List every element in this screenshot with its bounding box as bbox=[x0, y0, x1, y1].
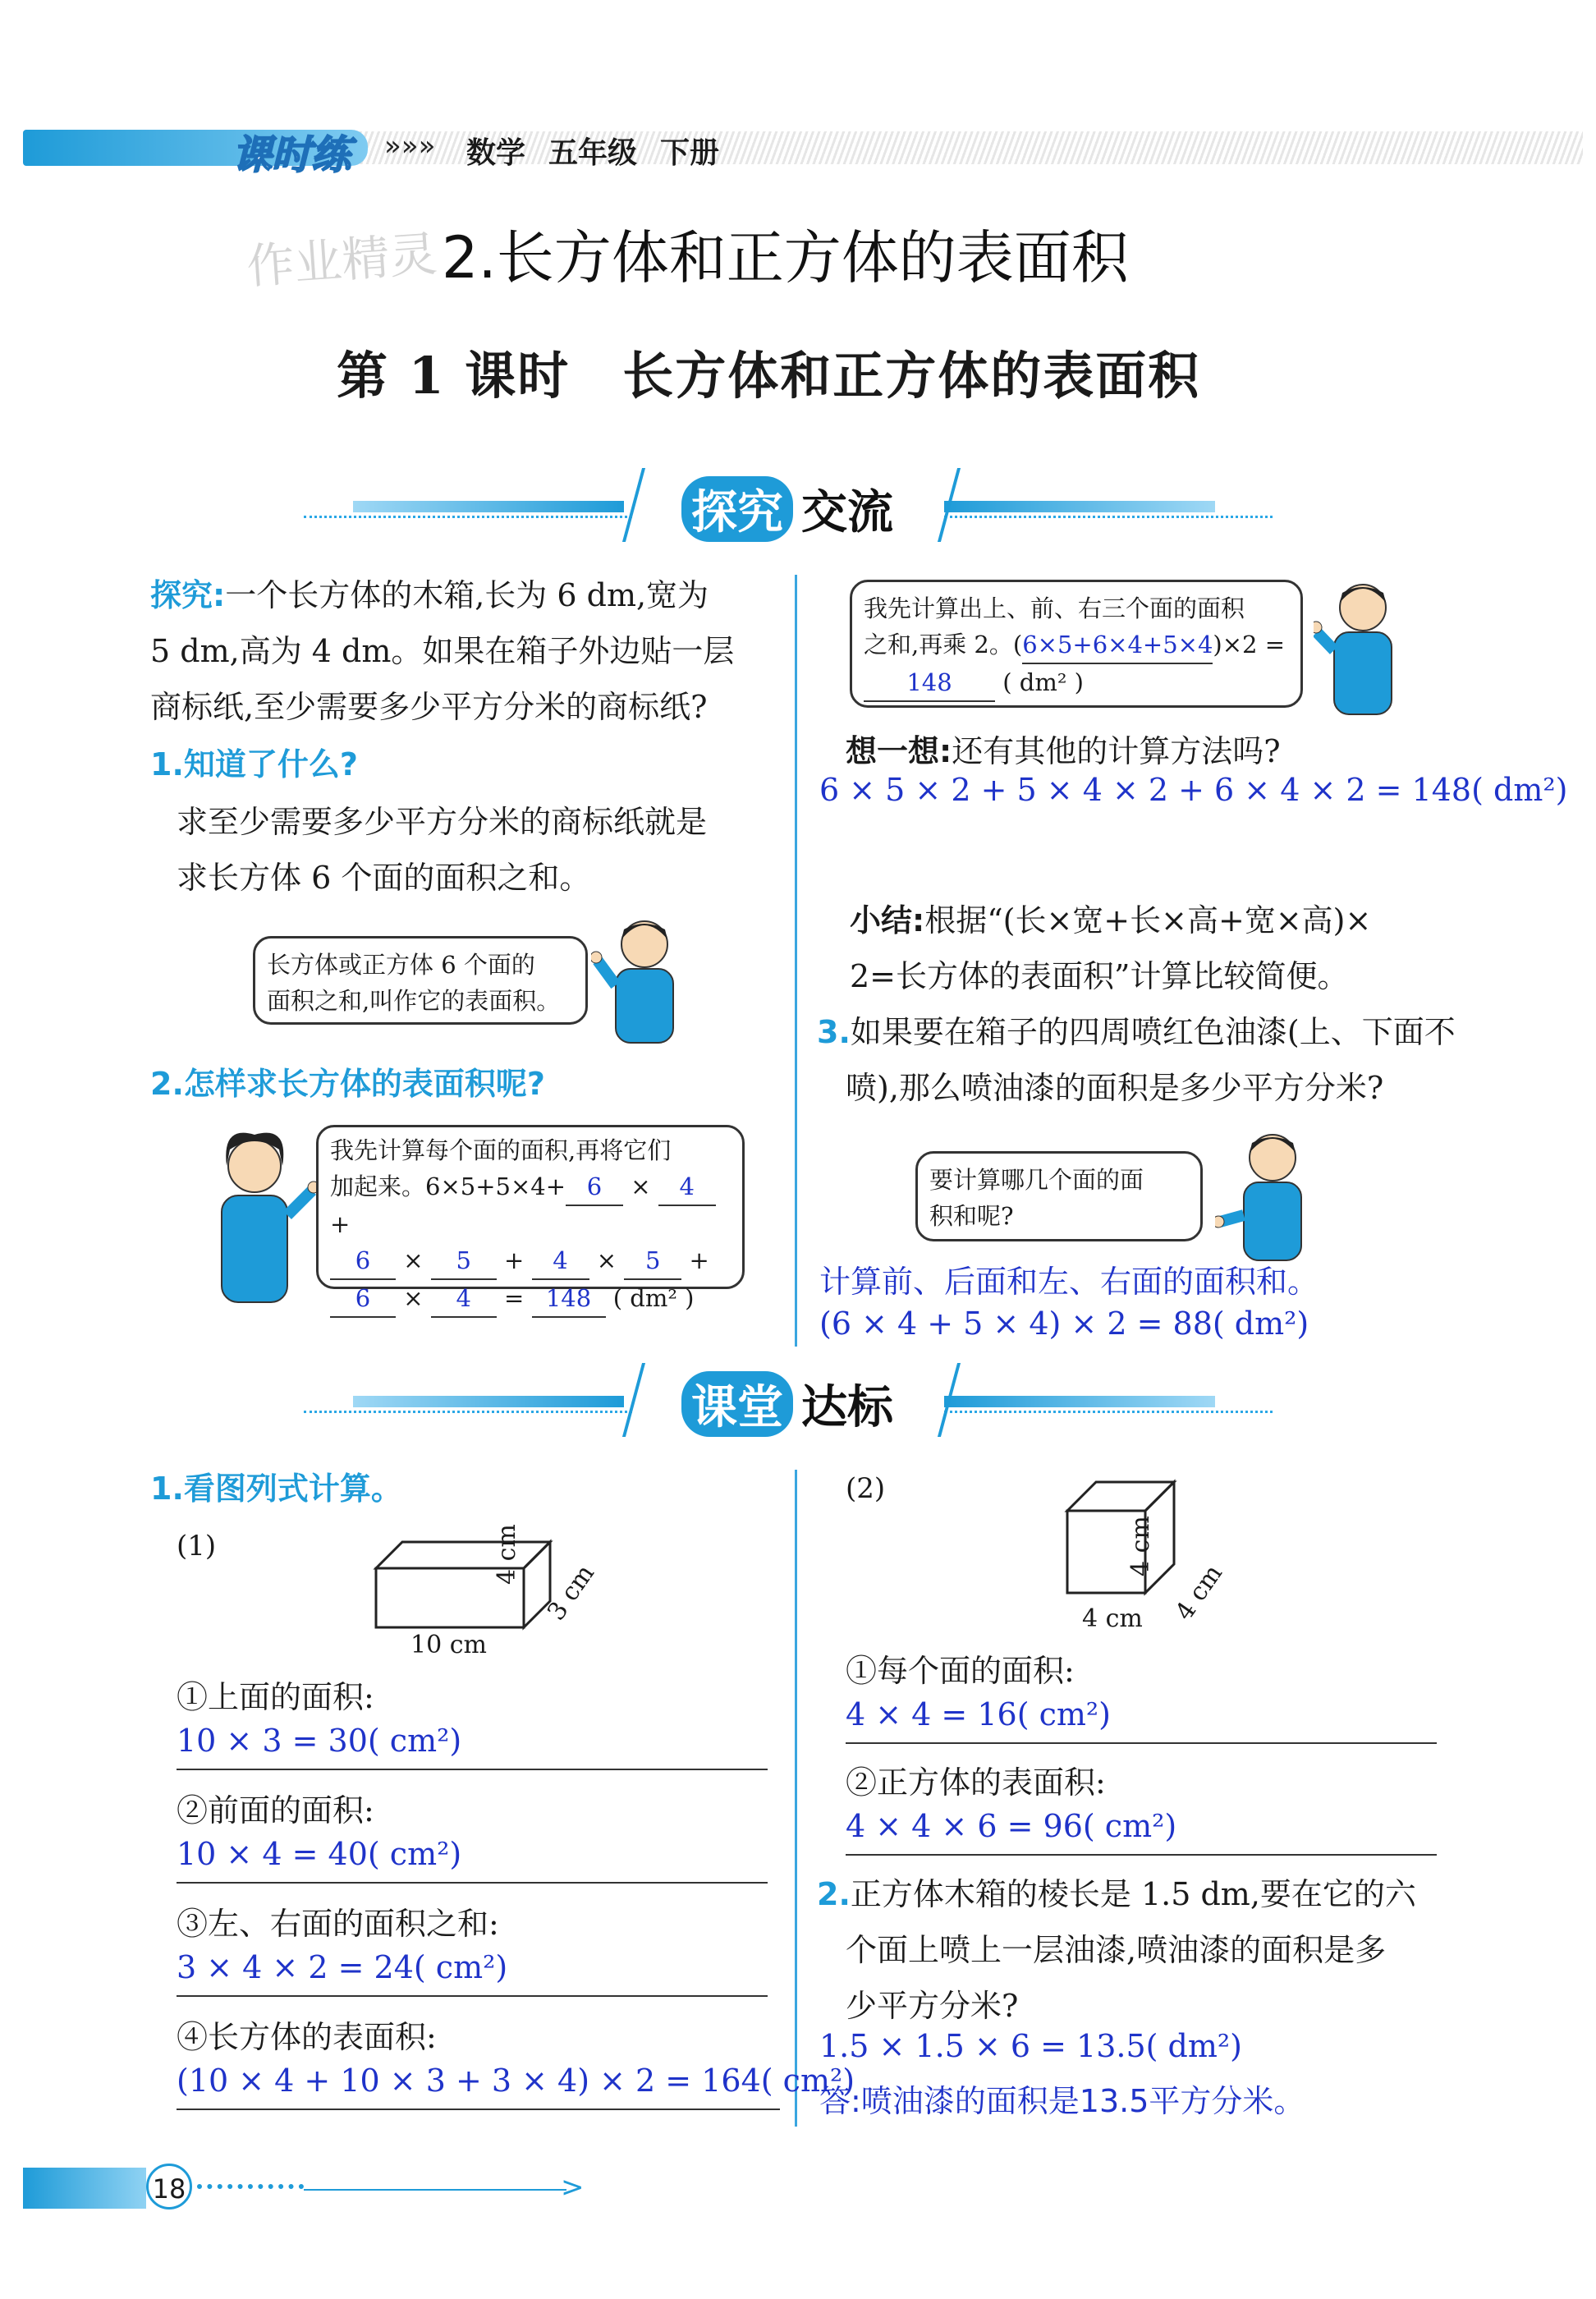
practice-q2-line3: 少平方分米? bbox=[846, 1988, 1019, 2024]
practice-q2-line1: 2.正方体木箱的棱长是 1.5 dm,要在它的六 bbox=[817, 1876, 1416, 1912]
cube-width-label: 4 cm bbox=[1170, 1559, 1229, 1627]
b1-label: ①每个面的面积: bbox=[846, 1653, 1075, 1689]
blank-h: 4 bbox=[431, 1280, 497, 1318]
page-number: 18 bbox=[146, 2164, 192, 2210]
blank-c: 6 bbox=[330, 1242, 396, 1280]
footer-arrow-line bbox=[304, 2189, 566, 2191]
cuboid-length-label: 10 cm bbox=[410, 1631, 487, 1659]
think-label: 想一想: bbox=[846, 733, 952, 769]
blank-g: 6 bbox=[330, 1280, 396, 1318]
a1-label: ①上面的面积: bbox=[177, 1679, 374, 1715]
b1-answer: 4 × 4 = 16( cm²) bbox=[846, 1696, 1437, 1744]
practice-q1-title: 1.看图列式计算。 bbox=[150, 1471, 402, 1507]
banner-explore bbox=[304, 468, 1273, 542]
boy-illustration-2 bbox=[1314, 575, 1412, 723]
a1-answer: 10 × 3 = 30( cm²) bbox=[177, 1723, 768, 1770]
cube-height-label: 4 cm bbox=[1126, 1516, 1155, 1576]
practice-q2-line2: 个面上喷上一层油漆,喷油漆的面积是多 bbox=[846, 1932, 1387, 1968]
think-line: 想一想:还有其他的计算方法吗? bbox=[846, 733, 1281, 769]
banner-practice-part2: 达标 bbox=[801, 1381, 893, 1434]
boy-illustration bbox=[591, 911, 698, 1051]
explore-label: 探究: bbox=[150, 577, 226, 613]
b2-label: ②正方体的表面积: bbox=[846, 1764, 1106, 1801]
q3-answer2: (6 × 4 + 5 × 4) × 2 = 88( dm²) bbox=[819, 1306, 1309, 1342]
blank-total: 148 bbox=[532, 1280, 606, 1318]
speech-bubble-shortcut: 我先计算出上、前、右三个面的面积 之和,再乘 2。(6×5+6×4+5×4)×2 = 148 ( dm² ) bbox=[850, 580, 1303, 708]
practice-q2-answer2: 答:喷油漆的面积是13.5平方分米。 bbox=[819, 2083, 1305, 2119]
q3-answer1: 计算前、后面和左、右面的面积和。 bbox=[819, 1264, 1319, 1300]
practice-p2-label: (2) bbox=[846, 1472, 886, 1505]
explore-problem: 探究:一个长方体的木箱,长为 6 dm,宽为 bbox=[150, 577, 709, 613]
lesson-title: 第 1 课时 长方体和正方体的表面积 bbox=[337, 346, 1201, 406]
header-arrows: »»» bbox=[384, 130, 436, 163]
blank-e: 4 bbox=[532, 1242, 589, 1280]
banner-explore-part2: 交流 bbox=[801, 486, 893, 539]
q3-line2: 喷),那么喷油漆的面积是多少平方分米? bbox=[846, 1070, 1384, 1106]
cuboid-width-label: 3 cm bbox=[542, 1559, 601, 1627]
header-grade: 五年级 bbox=[548, 136, 638, 170]
watermark: 作业精灵 bbox=[245, 225, 439, 295]
blank-f: 5 bbox=[624, 1242, 681, 1280]
column-divider-top bbox=[795, 575, 797, 1347]
q1-line2: 求长方体 6 个面的面积之和。 bbox=[177, 860, 591, 896]
b2-answer: 4 × 4 × 6 = 96( cm²) bbox=[846, 1808, 1437, 1856]
speech-bubble-method: 我先计算每个面的面积,再将它们 加起来。6×5+5×4+ 6 × 4 + 6 × 5 + 4 × 5 + 6 × 4 = 148 ( dm² ) bbox=[316, 1125, 745, 1289]
practice-q2-answer1: 1.5 × 1.5 × 6 = 13.5( dm²) bbox=[819, 2028, 1242, 2064]
q2-title: 2.怎样求长方体的表面积呢? bbox=[150, 1066, 545, 1102]
speech-bubble-definition: 长方体或正方体 6 个面的 面积之和,叫作它的表面积。 bbox=[253, 936, 588, 1025]
blank-d: 5 bbox=[431, 1242, 497, 1280]
q1-line1: 求至少需要多少平方分米的商标纸就是 bbox=[177, 804, 708, 840]
q3-line1: 3.如果要在箱子的四周喷红色油漆(上、下面不 bbox=[817, 1014, 1456, 1050]
boy-illustration-3 bbox=[1215, 1125, 1322, 1264]
a3-label: ③左、右面的面积之和: bbox=[177, 1906, 499, 1942]
summary-label: 小结: bbox=[850, 902, 925, 938]
footer-arrow-icon: > bbox=[561, 2171, 585, 2204]
header-subject: 数学 bbox=[466, 136, 526, 170]
a4-label: ④长方体的表面积: bbox=[177, 2019, 437, 2055]
blank-b: 4 bbox=[658, 1168, 716, 1206]
cuboid-height-label: 4 cm bbox=[493, 1524, 521, 1585]
explore-line3: 商标纸,至少需要多少平方分米的商标纸? bbox=[150, 689, 708, 725]
a4-answer: (10 × 4 + 10 × 3 + 3 × 4) × 2 = 164( cm²) bbox=[177, 2063, 780, 2110]
footer-dots bbox=[197, 2184, 304, 2196]
speech-bubble-question: 要计算哪几个面的面 积和呢? bbox=[915, 1151, 1203, 1241]
summary-line1: 小结:根据“(长×宽+长×高+宽×高)× bbox=[850, 902, 1372, 938]
column-divider-bottom bbox=[795, 1470, 797, 2127]
explore-line2: 5 dm,高为 4 dm。如果在箱子外边贴一层 bbox=[150, 633, 735, 669]
banner-explore-part1: 探究 bbox=[681, 476, 793, 542]
a3-answer: 3 × 4 × 2 = 24( cm²) bbox=[177, 1949, 768, 1997]
section-title: 2.长方体和正方体的表面积 bbox=[442, 224, 1129, 291]
a2-label: ②前面的面积: bbox=[177, 1792, 374, 1829]
summary-line2: 2=长方体的表面积”计算比较简便。 bbox=[850, 958, 1349, 994]
banner-practice bbox=[304, 1363, 1273, 1437]
girl-illustration bbox=[197, 1125, 320, 1314]
blank-shortcut-total: 148 bbox=[864, 664, 995, 702]
blank-sum: 6×5+6×4+5×4 bbox=[1022, 626, 1213, 664]
q1-title: 1.知道了什么? bbox=[150, 746, 358, 782]
think-answer: 6 × 5 × 2 + 5 × 4 × 2 + 6 × 4 × 2 = 148( dm²) bbox=[819, 772, 1568, 808]
header-volume: 下册 bbox=[660, 136, 720, 170]
a2-answer: 10 × 4 = 40( cm²) bbox=[177, 1836, 768, 1884]
header-logo: 课时练 bbox=[232, 132, 351, 178]
practice-p1-label: (1) bbox=[177, 1530, 217, 1562]
banner-practice-part1: 课堂 bbox=[681, 1371, 793, 1437]
header-bar bbox=[23, 123, 1583, 178]
blank-a: 6 bbox=[566, 1168, 623, 1206]
footer bbox=[23, 2159, 598, 2217]
cube-length-label: 4 cm bbox=[1082, 1604, 1143, 1633]
